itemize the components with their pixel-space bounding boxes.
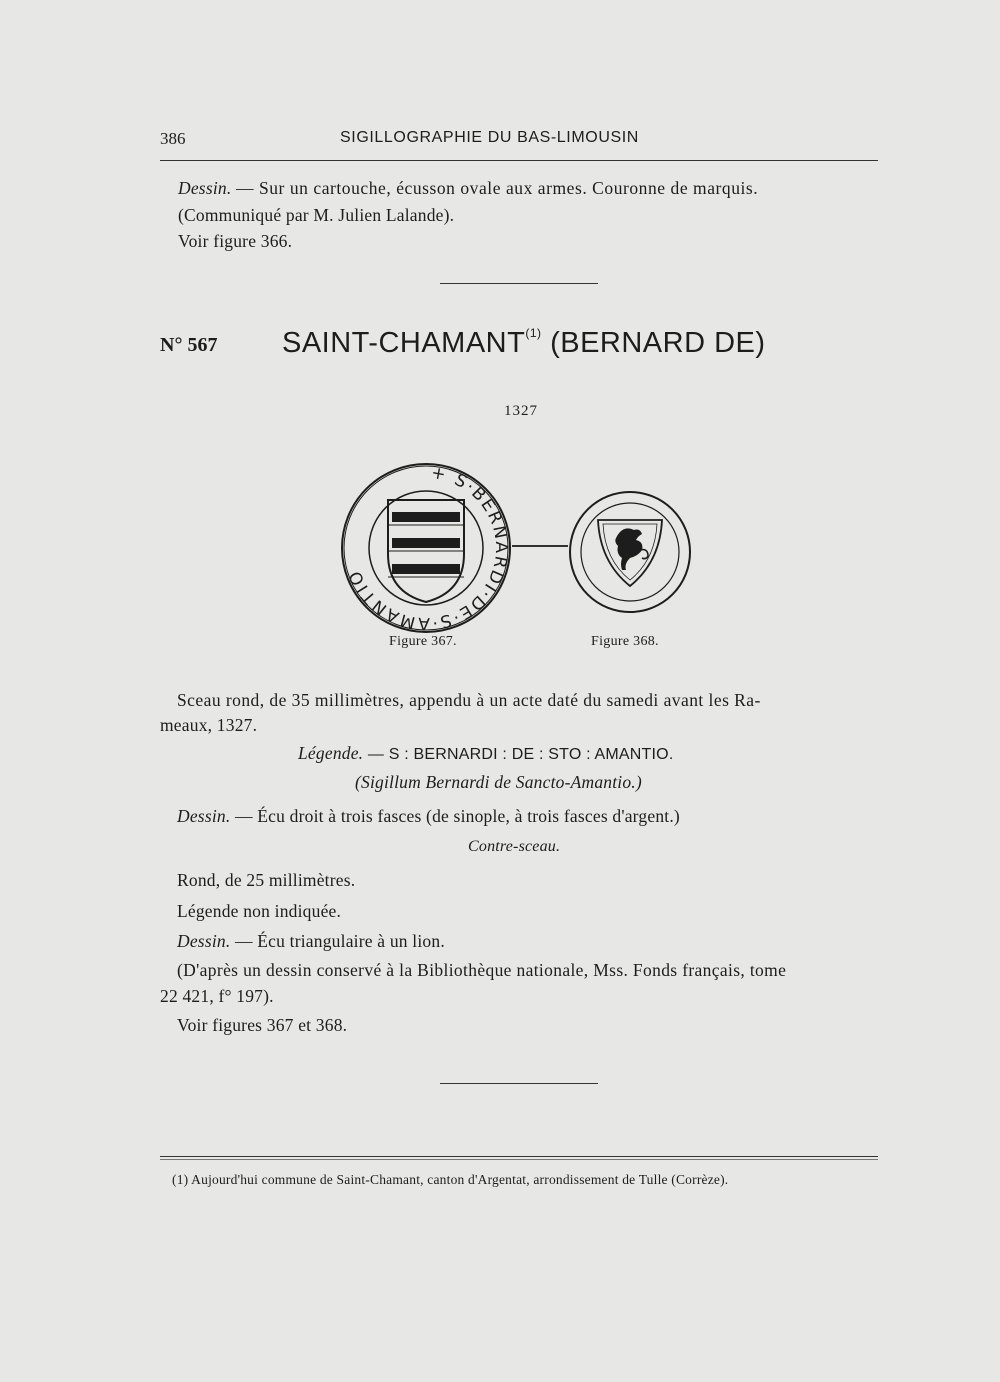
source-line1: (D'après un dessin conservé à la Bibliothèque nationale, Mss. Fonds français, tome (177, 960, 787, 980)
legend-text: — S : BERNARDI : DE : STO : AMANTIO. (367, 746, 674, 763)
seal-description-line2: meaux, 1327. (160, 715, 258, 735)
dessin-line-1 (177, 806, 680, 827)
figure-368-caption: Figure 368. (591, 634, 659, 649)
seal-figure-367 (340, 462, 512, 634)
entry-title-main: SAINT-CHAMANT (282, 327, 526, 359)
contre-sceau-legend: Légende non indiquée. (177, 901, 342, 921)
dessin-label-1: Dessin. (177, 806, 231, 826)
seal-description-line1: Sceau rond, de 35 millimètres, appendu à un acte daté du samedi avant les Ra- (177, 690, 761, 710)
entry-title (282, 326, 766, 360)
prev-communique: (Communiqué par M. Julien Lalande). (178, 205, 455, 225)
header-rule (160, 160, 878, 161)
dessin-line-2 (177, 931, 445, 952)
page-number: 386 (160, 129, 186, 148)
entry-year: 1327 (504, 403, 538, 419)
seal-figure-368 (568, 490, 692, 614)
legend-label: Légende. (298, 743, 364, 763)
figure-connector (512, 545, 568, 547)
end-divider (440, 1083, 598, 1084)
footnote: (1) Aujourd'hui commune de Saint-Chamant, canton d'Argentat, arrondissement de Tulle (Corrèze). (172, 1172, 729, 1187)
prev-dessin-label: Dessin. (178, 178, 232, 198)
legend-line (298, 743, 673, 764)
section-divider (440, 283, 598, 284)
footnote-rule (160, 1156, 878, 1157)
prev-dessin-text: — Sur un cartouche, écusson ovale aux armes. Couronne de marquis. (236, 178, 759, 198)
figure-367-caption: Figure 367. (389, 634, 457, 649)
dessin-text-1: — Écu droit à trois fasces (de sinople, à trois fasces d'argent.) (235, 806, 680, 826)
footnote-rule-thin (160, 1159, 878, 1160)
dessin-text-2: — Écu triangulaire à un lion. (235, 931, 445, 951)
prev-voir: Voir figure 366. (178, 231, 293, 251)
prev-dessin-line (178, 178, 758, 199)
dessin-label-2: Dessin. (177, 931, 231, 951)
entry-number: N° 567 (160, 334, 218, 356)
footnote-ref: (1) (525, 326, 542, 340)
voir-figures: Voir figures 367 et 368. (177, 1015, 348, 1035)
contre-sceau-heading: Contre-sceau. (468, 838, 561, 855)
seal-legend-text: + S·BERNARDI·DE·S·AMANTIO (344, 462, 512, 634)
contre-sceau-size: Rond, de 25 millimètres. (177, 870, 356, 890)
legend-latin: (Sigillum Bernardi de Sancto-Amantio.) (355, 772, 642, 792)
running-title: SIGILLOGRAPHIE DU BAS-LIMOUSIN (340, 129, 639, 146)
source-line2: 22 421, f° 197). (160, 986, 274, 1006)
entry-title-rest: (BERNARD DE) (550, 327, 766, 359)
